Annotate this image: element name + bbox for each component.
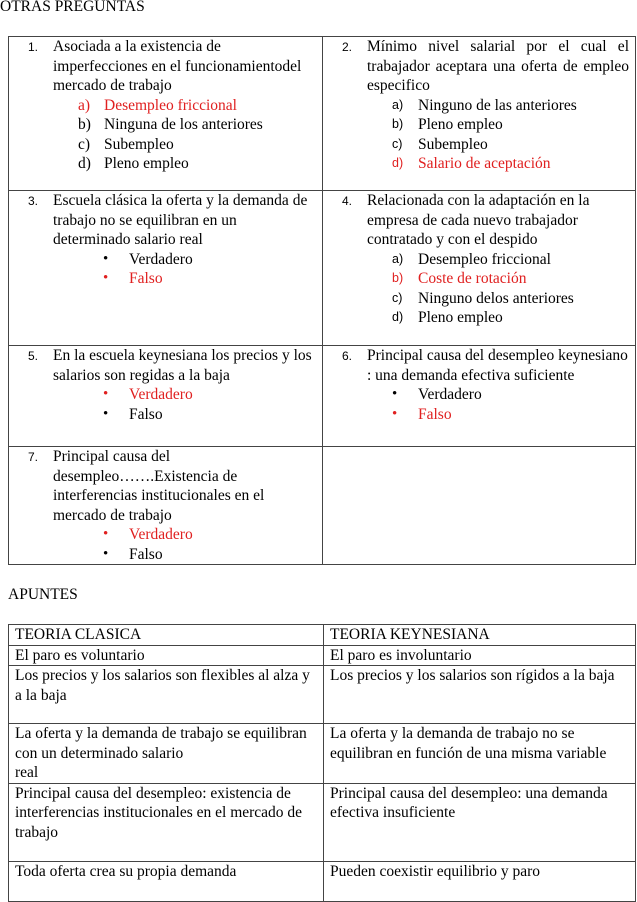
notes-cell: Los precios y los salarios son flexibles al alza y a la baja [9, 666, 324, 724]
option-true: • Verdadero [392, 386, 482, 403]
option-b: b) Coste de rotación [392, 270, 527, 287]
option-true: • Verdadero [103, 250, 193, 268]
question-cell-1 [9, 37, 323, 191]
question-cell-2 [323, 37, 636, 191]
notes-cell: Principal causa del desempleo: existencia de interferencias institucionales en el mercado de trabajo [9, 783, 324, 861]
question-text: Asociada a la existencia de imperfecciones en el funcionamientodel mercado de trabajo [53, 38, 302, 94]
option-a: a) Desempleo friccional [78, 96, 237, 114]
question-number: 2. [341, 40, 352, 54]
option-a: a) Desempleo friccional [392, 250, 551, 268]
question-number: 7. [27, 450, 38, 464]
option-true: • Verdadero [103, 526, 193, 543]
notes-cell: Toda oferta crea su propia demanda [9, 861, 324, 901]
option-a: a) Ninguno de las anteriores [392, 96, 577, 114]
notes-cell: Pueden coexistir equilibrio y paro [324, 861, 636, 901]
header-teoria-clasica: TEORIA CLASICA [9, 625, 324, 646]
option-d: d) Pleno empleo [392, 309, 503, 326]
question-cell-7 [9, 447, 323, 565]
section-title-otras-preguntas: OTRAS PREGUNTAS [0, 0, 145, 15]
question-text: Escuela clásica la oferta y la demanda de trabajo no se equilibran en un determinado salario real [53, 192, 308, 248]
option-c: c) Subempleo [392, 135, 488, 153]
notes-cell: La oferta y la demanda de trabajo no se equilibran en función de una misma variable [324, 724, 636, 784]
question-cell-5 [9, 346, 323, 447]
option-b: b) Pleno empleo [392, 116, 503, 133]
option-d: d) Salario de aceptación [392, 155, 551, 172]
notes-cell: Principal causa del desempleo: una demanda efectiva insuficiente [324, 783, 636, 861]
header-teoria-keynesiana: TEORIA KEYNESIANA [324, 625, 636, 646]
notes-cell: La oferta y la demanda de trabajo se equilibran con un determinado salario real [9, 724, 324, 784]
section-title-apuntes: APUNTES [8, 586, 78, 603]
notes-cell: El paro es involuntario [324, 645, 636, 666]
option-b: b) Ninguna de los anteriores [78, 116, 263, 133]
option-false: • Falso [103, 270, 163, 287]
question-number: 3. [27, 194, 38, 208]
question-number: 6. [341, 349, 352, 363]
notes-cell: Los precios y los salarios son rígidos a la baja [324, 666, 636, 724]
question-number: 1. [27, 40, 38, 54]
question-text: Mínimo nivel salarial por el cual el trabajador aceptara una oferta de empleo especifico [367, 38, 629, 94]
question-text: Principal causa del desempleo keynesiano : una demanda efectiva suficiente [367, 347, 628, 384]
option-c: c) Ninguno delos anteriores [392, 289, 574, 307]
notes-cell: El paro es voluntario [9, 645, 324, 666]
option-false: • Falso [103, 545, 163, 563]
question-number: 5. [27, 349, 38, 363]
option-d: d) Pleno empleo [78, 155, 189, 172]
question-number: 4. [341, 194, 352, 208]
option-false: • Falso [103, 405, 163, 423]
empty-cell [323, 447, 636, 565]
option-true: • Verdadero [103, 386, 193, 403]
question-text: En la escuela keynesiana los precios y los salarios son regidas a la baja [53, 347, 312, 384]
notes-table [8, 624, 636, 902]
question-cell-3 [9, 191, 323, 346]
question-text: Relacionada con la adaptación en la empresa de cada nuevo trabajador contratado y con el despido [367, 192, 590, 248]
option-c: c) Subempleo [78, 135, 174, 153]
questions-table [8, 36, 636, 565]
question-text: Principal causa del desempleo…….Existencia de interferencias institucionales en el mercado de trabajo [53, 448, 265, 524]
question-cell-6 [323, 346, 636, 447]
question-cell-4 [323, 191, 636, 346]
option-false: • Falso [392, 405, 452, 423]
